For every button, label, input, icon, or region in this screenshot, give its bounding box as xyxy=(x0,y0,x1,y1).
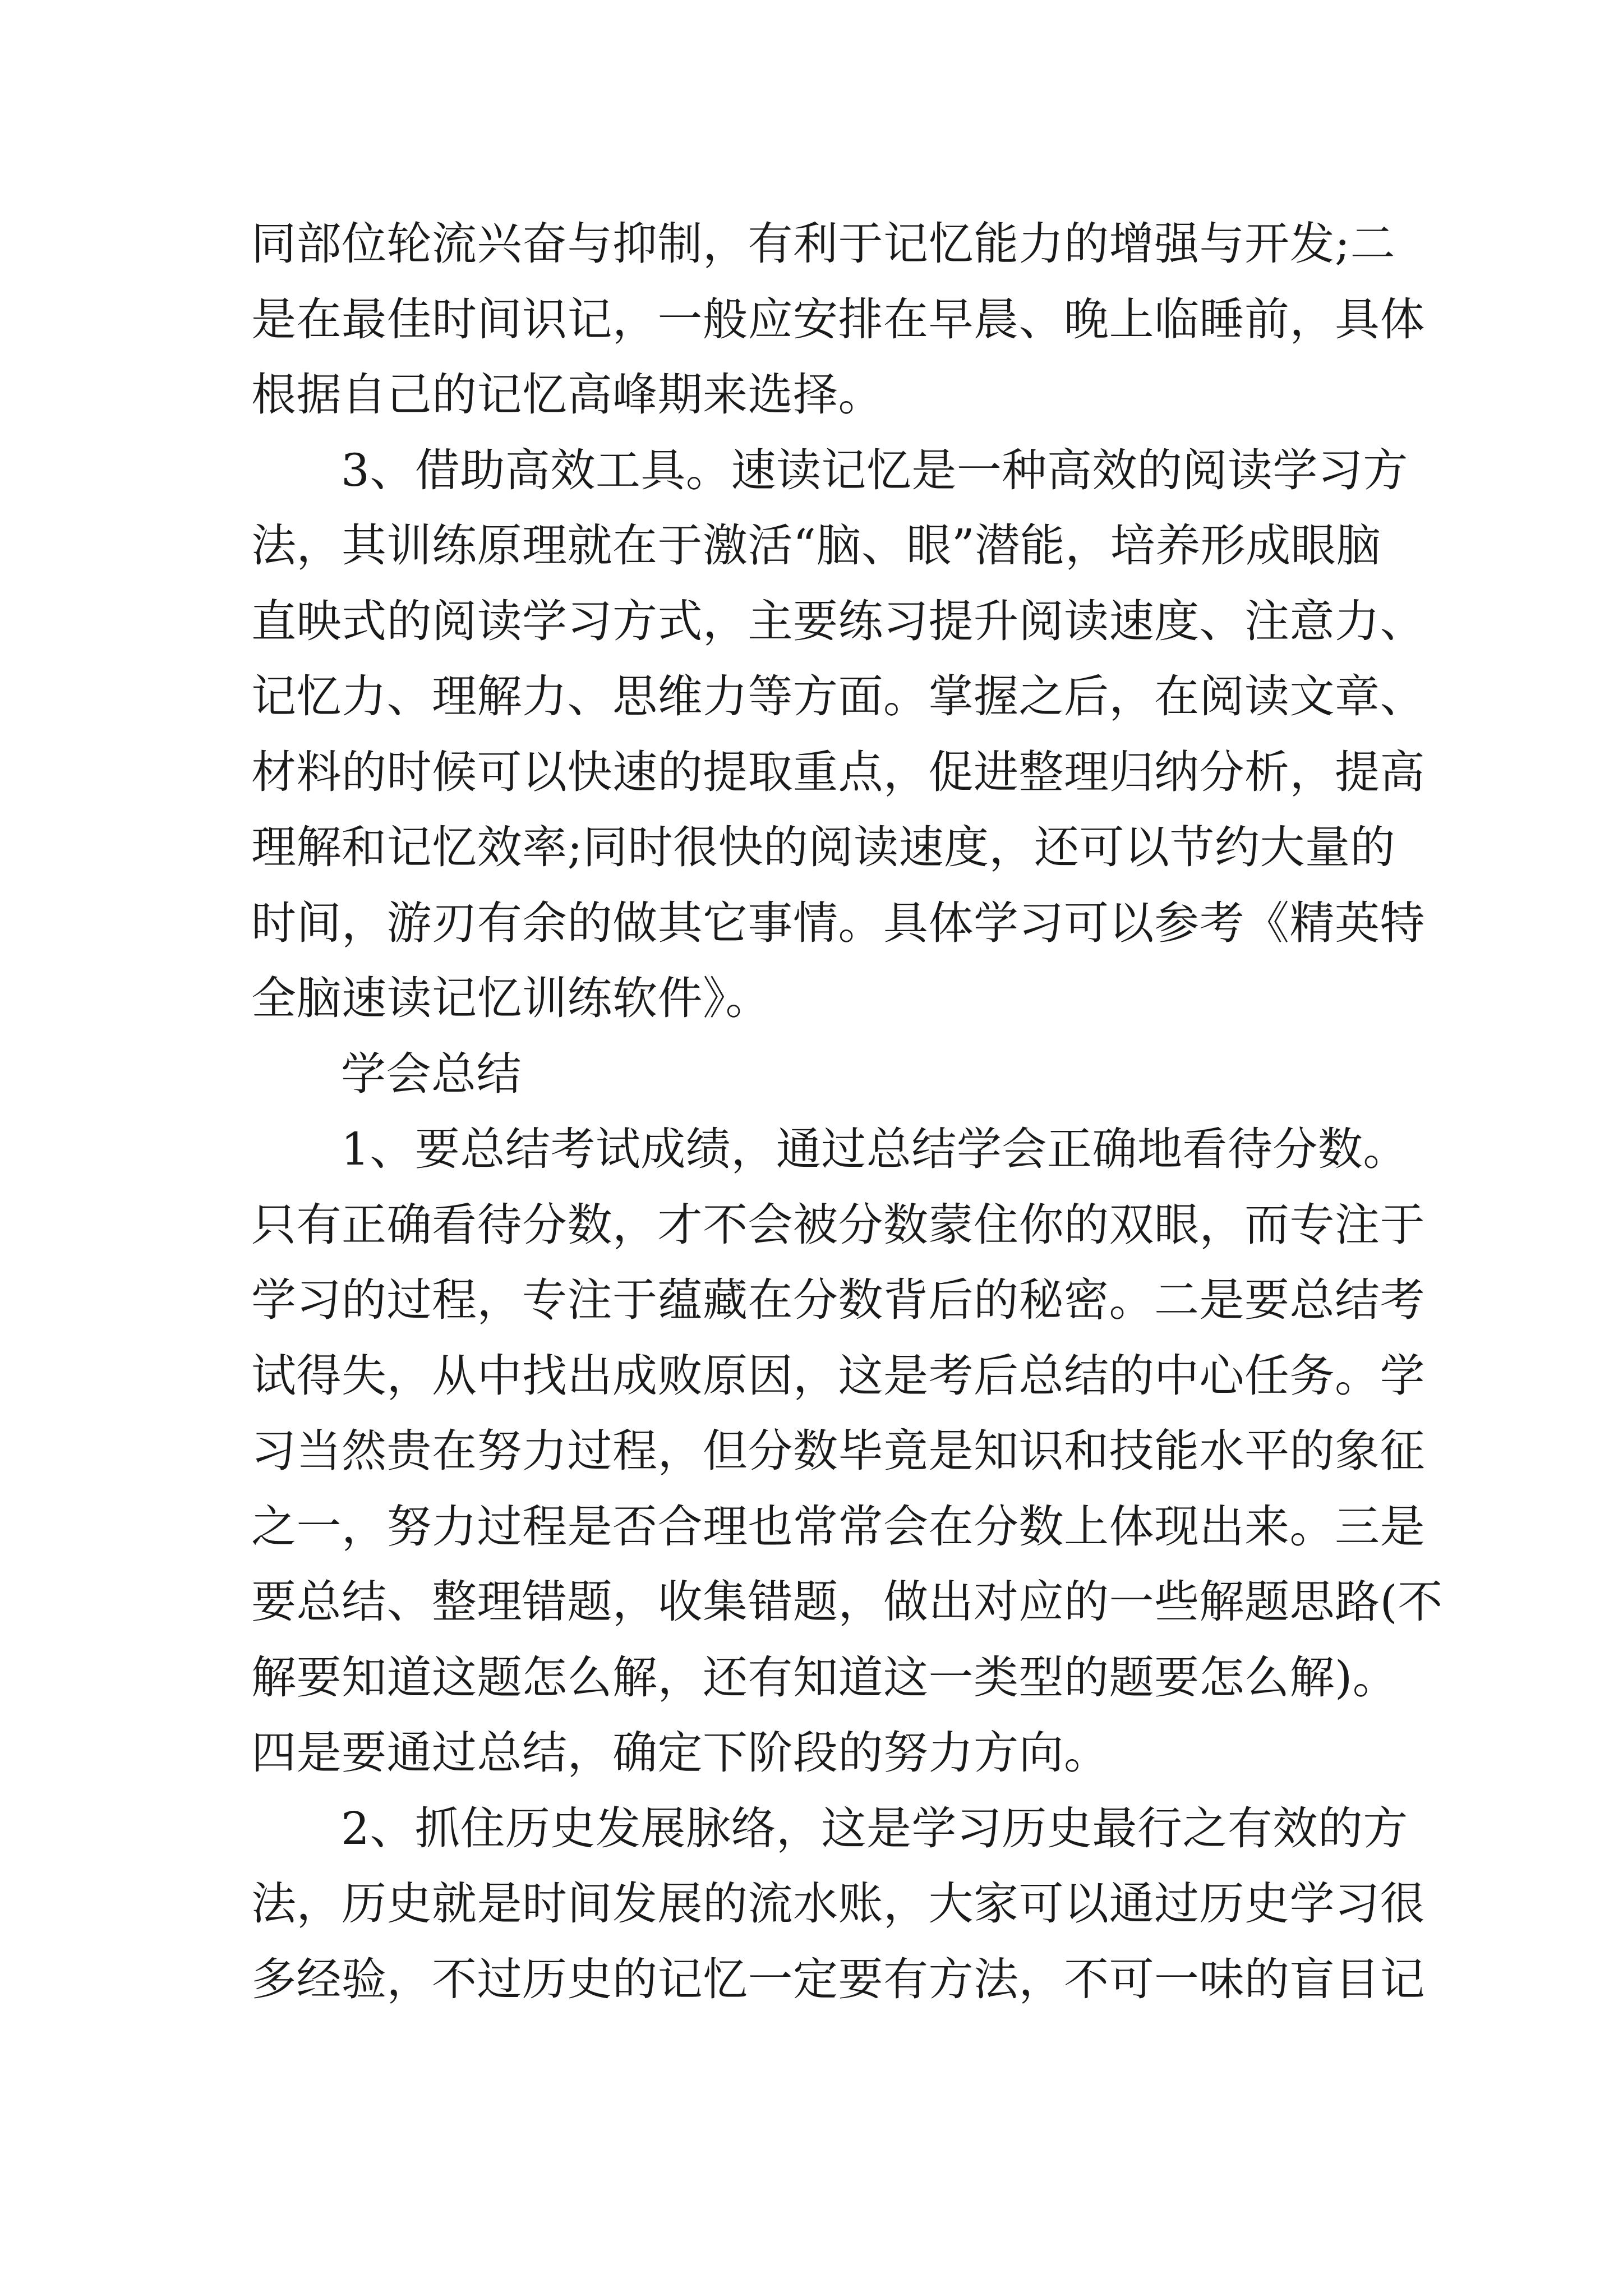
text-line: 记忆力、理解力、思维力等方面。掌握之后，在阅读文章、 xyxy=(251,670,1425,723)
text-line: 之一，努力过程是否合理也常常会在分数上体现出来。三是 xyxy=(251,1500,1425,1553)
text-line: 同部位轮流兴奋与抑制，有利于记忆能力的增强与开发;二 xyxy=(251,218,1395,270)
text-line: 只有正确看待分数，才不会被分数蒙住你的双眼，而专注于 xyxy=(251,1198,1425,1251)
text-line: 理解和记忆效率;同时很快的阅读速度，还可以节约大量的 xyxy=(251,821,1395,873)
text-line: 1、要总结考试成绩，通过总结学会正确地看待分数。 xyxy=(341,1123,1408,1175)
text-line: 解要知道这题怎么解，还有知道这一类型的题要怎么解)。 xyxy=(251,1651,1398,1704)
text-line: 2、抓住历史发展脉络，这是学习历史最行之有效的方 xyxy=(341,1802,1408,1855)
text-line: 根据自己的记忆高峰期来选择。 xyxy=(251,369,883,421)
section-heading xyxy=(251,1037,1401,1112)
document-body xyxy=(251,206,1443,2017)
text-line: 直映式的阅读学习方式，主要练习提升阅读速度、注意力、 xyxy=(251,595,1425,647)
text-line: 四是要通过总结，确定下阶段的努力方向。 xyxy=(251,1727,1109,1779)
text-line: 习当然贵在努力过程，但分数毕竟是知识和技能水平的象征 xyxy=(251,1425,1425,1477)
text-line: 法，其训练原理就在于激活“脑、眼”潜能，培养形成眼脑 xyxy=(251,519,1381,572)
paragraph-summary xyxy=(251,1112,1443,1791)
paragraph-tools xyxy=(251,433,1425,1037)
text-line: 多经验，不过历史的记忆一定要有方法，不可一味的盲目记 xyxy=(251,1953,1425,2005)
section-heading-text: 学会总结 xyxy=(341,1047,522,1100)
text-line: 材料的时候可以快速的提取重点，促进整理归纳分析，提高 xyxy=(251,746,1425,798)
paragraph-continuation xyxy=(251,206,1425,433)
text-line: 要总结、整理错题，收集错题，做出对应的一些解题思路(不 xyxy=(251,1576,1443,1628)
text-line: 3、借助高效工具。速读记忆是一种高效的阅读学习方 xyxy=(341,444,1408,496)
text-line: 全脑速读记忆训练软件》。 xyxy=(251,972,771,1024)
text-line: 法，历史就是时间发展的流水账，大家可以通过历史学习很 xyxy=(251,1878,1425,1930)
text-line: 时间，游刃有余的做其它事情。具体学习可以参考《精英特 xyxy=(251,896,1425,949)
text-line: 是在最佳时间识记，一般应安排在早晨、晚上临睡前，具体 xyxy=(251,293,1425,346)
paragraph-history xyxy=(251,1791,1425,2018)
text-line: 试得失，从中找出成败原因，这是考后总结的中心任务。学 xyxy=(251,1349,1425,1402)
text-line: 学习的过程，专注于蕴藏在分数背后的秘密。二是要总结考 xyxy=(251,1274,1425,1326)
